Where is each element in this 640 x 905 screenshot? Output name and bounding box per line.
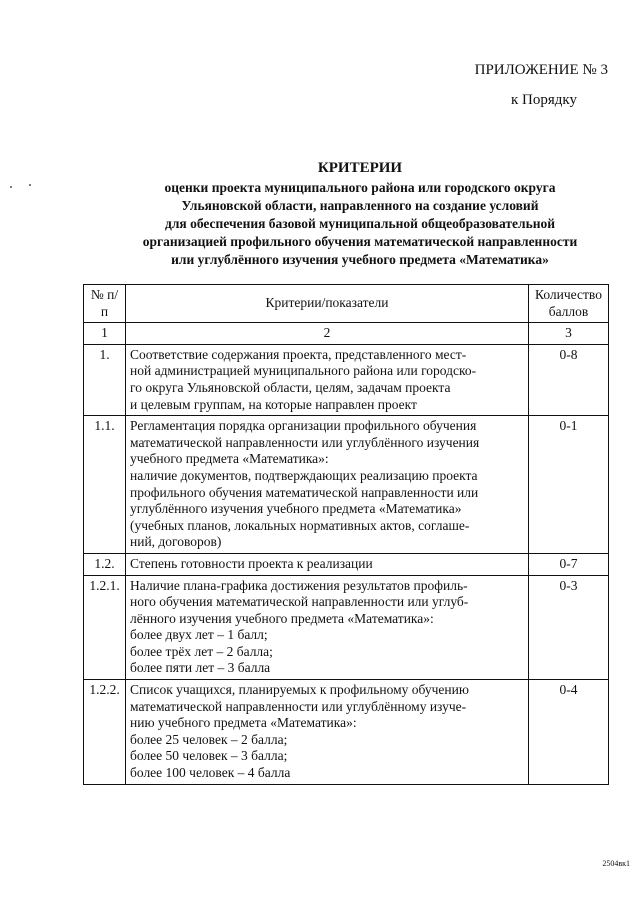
criterion-line: и целевым группам, на которые направлен проект bbox=[130, 396, 417, 412]
table-row bbox=[84, 344, 609, 415]
row-number: 1.2.1. bbox=[84, 575, 126, 680]
criterion-line: лённого изучения учебного предмета «Математика»: bbox=[130, 610, 434, 626]
document-code: 2504вк1 bbox=[602, 859, 630, 868]
criterion-line: нию учебного предмета «Математика»: bbox=[130, 715, 357, 731]
heading-line: для обеспечения базовой муниципальной общеобразовательной bbox=[164, 216, 556, 231]
criterion-line: Наличие плана-графика достижения результатов профиль- bbox=[130, 577, 468, 593]
document-heading bbox=[80, 160, 640, 269]
column-number: 2 bbox=[126, 323, 529, 345]
heading-line: организацией профильного обучения математической направленности bbox=[142, 234, 578, 249]
criterion-line: Список учащихся, планируемых к профильному обучению bbox=[130, 682, 469, 698]
criterion-line: математической направленности или углублённого изучения bbox=[130, 434, 480, 450]
table-row bbox=[84, 680, 609, 785]
criterion-line: учебного предмета «Математика»: bbox=[130, 451, 329, 467]
criterion-line: ний, договоров) bbox=[130, 534, 222, 550]
criterion-line: Соответствие содержания проекта, представленного мест- bbox=[130, 346, 467, 362]
criterion-line: более 50 человек – 3 балла; bbox=[130, 748, 288, 764]
scan-speck bbox=[29, 184, 31, 186]
row-number: 1.1. bbox=[84, 416, 126, 554]
score-range: 0-7 bbox=[529, 553, 609, 575]
criterion-line: более 100 человек – 4 балла bbox=[130, 765, 291, 781]
appendix-subtitle: к Порядку bbox=[511, 92, 577, 108]
table-row bbox=[84, 575, 609, 680]
criterion-line: наличие документов, подтверждающих реализацию проекта bbox=[130, 467, 478, 483]
criterion-line: Регламентация порядка организации профильного обучения bbox=[130, 418, 477, 434]
heading-line: оценки проекта муниципального района или городского округа bbox=[164, 180, 556, 195]
table-row bbox=[84, 416, 609, 554]
heading-title: КРИТЕРИИ bbox=[317, 160, 403, 176]
criterion-line: более 25 человек – 2 балла; bbox=[130, 731, 288, 747]
heading-line: или углублённого изучения учебного предмета «Математика» bbox=[171, 252, 549, 267]
criterion-text bbox=[126, 575, 529, 680]
row-number: 1. bbox=[84, 344, 126, 415]
criterion-line: углублённого изучения учебного предмета «Математика» bbox=[130, 501, 462, 517]
criterion-line: математической направленности или углублённому изуче- bbox=[130, 698, 467, 714]
score-range: 0-8 bbox=[529, 344, 609, 415]
header-num: № п/п bbox=[84, 285, 126, 323]
criterion-line: более пяти лет – 3 балла bbox=[130, 660, 271, 676]
criterion-line: го округа Ульяновской области, целям, задачам проекта bbox=[130, 379, 451, 395]
table-header-row bbox=[84, 285, 609, 323]
row-number: 1.2. bbox=[84, 553, 126, 575]
header-score: Количество баллов bbox=[529, 285, 609, 323]
table-row bbox=[84, 553, 609, 575]
criterion-text bbox=[126, 553, 529, 575]
criterion-text bbox=[126, 344, 529, 415]
appendix-title: ПРИЛОЖЕНИЕ № 3 bbox=[474, 62, 608, 78]
column-number: 1 bbox=[84, 323, 126, 345]
criterion-text bbox=[126, 416, 529, 554]
criterion-line: профильного обучения математической направленности или bbox=[130, 484, 479, 500]
criterion-line: Степень готовности проекта к реализации bbox=[130, 555, 373, 571]
criterion-line: более двух лет – 1 балл; bbox=[130, 627, 268, 643]
criterion-line: ного обучения математической направленности или углуб- bbox=[130, 594, 469, 610]
criteria-table bbox=[83, 284, 609, 785]
score-range: 0-4 bbox=[529, 680, 609, 785]
heading-line: Ульяновской области, направленного на создание условий bbox=[181, 198, 539, 213]
score-range: 0-3 bbox=[529, 575, 609, 680]
column-number: 3 bbox=[529, 323, 609, 345]
scan-speck bbox=[10, 186, 12, 188]
header-criteria: Критерии/показатели bbox=[126, 285, 529, 323]
row-number: 1.2.2. bbox=[84, 680, 126, 785]
column-number-row bbox=[84, 323, 609, 345]
criterion-line: ной администрацией муниципального района или городско- bbox=[130, 363, 477, 379]
criterion-line: (учебных планов, локальных нормативных актов, соглаше- bbox=[130, 517, 470, 533]
score-range: 0-1 bbox=[529, 416, 609, 554]
criterion-text bbox=[126, 680, 529, 785]
criterion-line: более трёх лет – 2 балла; bbox=[130, 643, 273, 659]
